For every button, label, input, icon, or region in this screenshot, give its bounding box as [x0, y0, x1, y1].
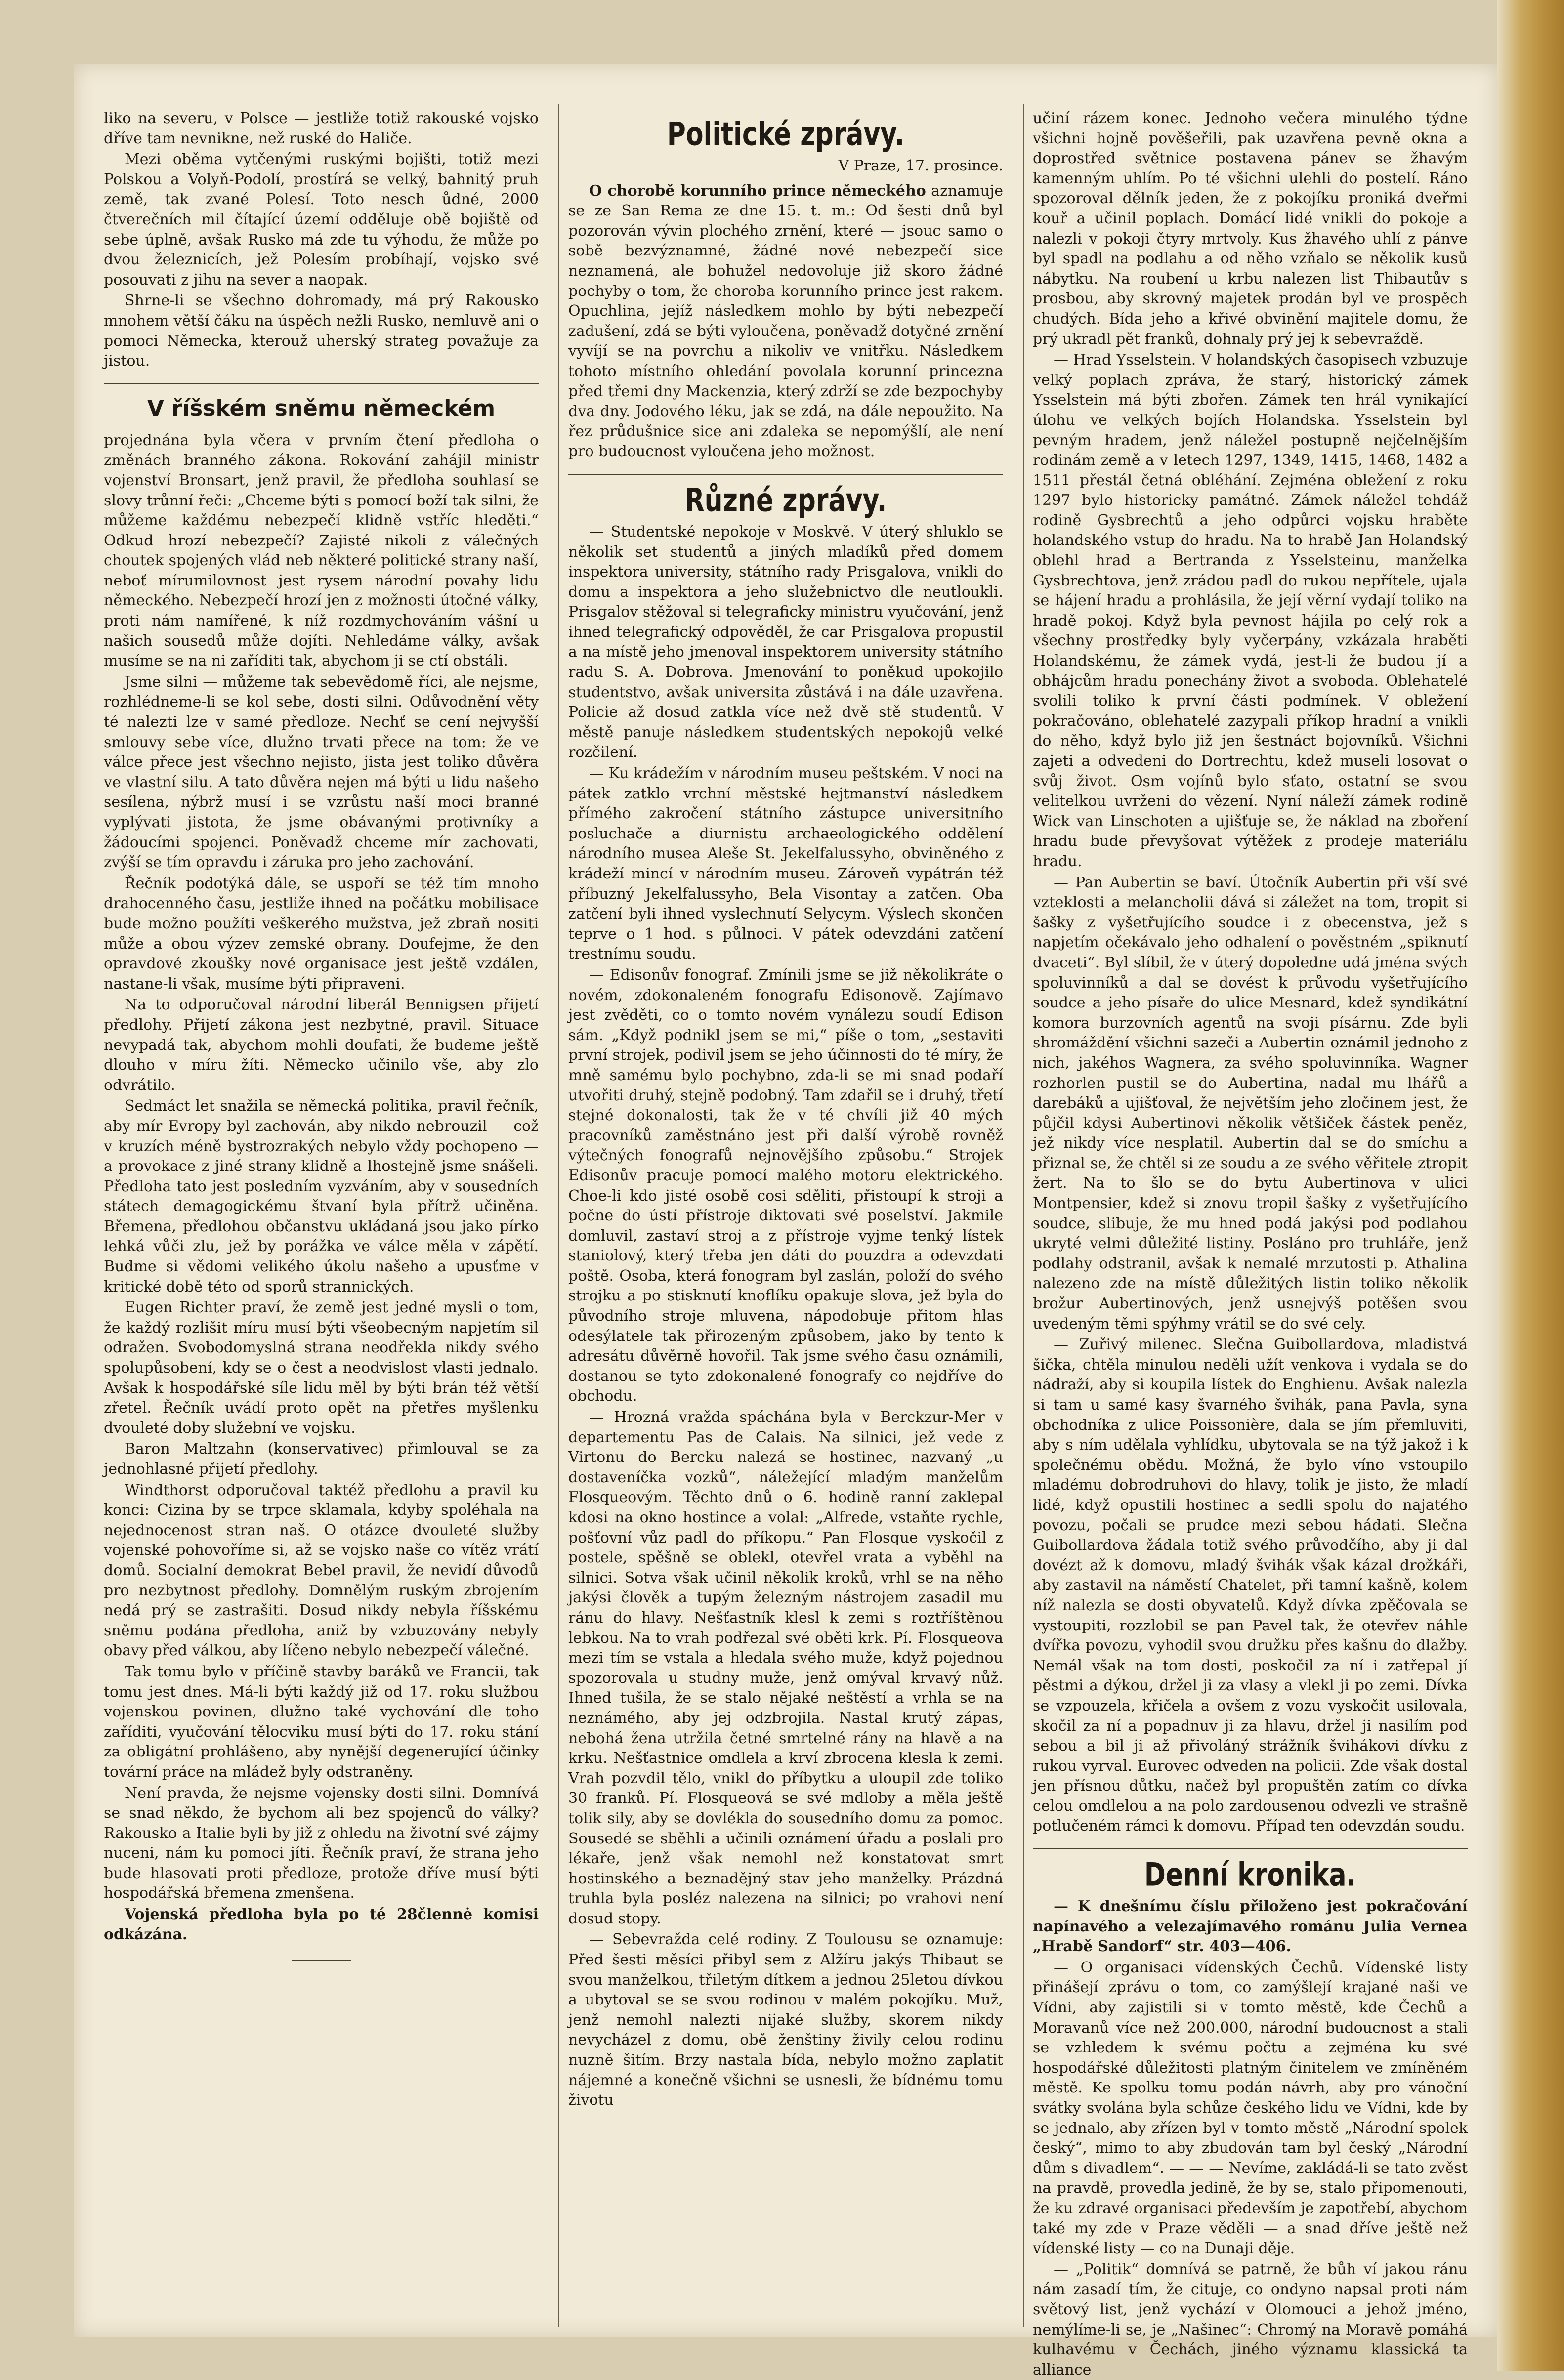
- article-text: Vojenská předloha byla po té 28člennė komisi odkázána.: [104, 1906, 539, 1943]
- article-text: učiní rázem konec. Jednoho večera minulého týdne všichni hojně pověšeřili, pak uzavřena pevně okna a doprostřed světnice postavena pánev se žhavým kamenným uhlím. Po té všichni ulehli do postelí. Ráno spozoroval dělník jeden, že z pokojíku proniká dveřmi kouř a učinil poplach. Domácí lidé vnikli do pokoje a nalezli v pokoji čtyry mrtvoly. Kus žhavého uhlí z pánve byl spadl na podlahu a od něho vzňalo se několik kusů nábytku. Na roubení u krbu nalezen list Thibautův s prosbou, aby skrovný majetek prodán byl ve prospěch chudých. Bída jeho a křivé obvinění majitele domu, že prý ukradl pět franků, dohnaly prý jej k sebevraždě.: [1033, 110, 1468, 348]
- article-text: Shrne-li se všechno dohromady, má prý Rakousko mnohem větší čáku na úspěch nežli Rusko, nemluvě ani o pomoci Německa, kterouž uherský strateg považuje za jistou.: [104, 292, 539, 370]
- lead-phrase: O chorobě korunního prince německého: [589, 182, 926, 200]
- dateline: V Praze, 17. prosince.: [838, 157, 1003, 174]
- article-text: Windthorst odporučoval taktéž předlohu a pravil ku konci: Cizina by se trpce sklamala, kdyby spoléhala na nejednocenost stran naš. O otázce dvouleté služby vojenské pohovoříme si, až se vojsko naše co vítěz vrátí domů. Socialní demokrat Bebel pravil, že nevidí důvodů pro nezbytnost předlohy. Domnělým ruským zbrojením nedá prý se zastrašiti. Dosud nikdy nebyla říšskému sněmu podána předloha, aniž by vzbuzovány nebyly obavy před válkou, aby líčeno nebylo nebezpečí válečné.: [104, 1481, 539, 1660]
- headline-reichstag: V říšském sněmu německém: [147, 395, 496, 421]
- headline-various-news: Různé zprávy.: [684, 482, 887, 519]
- column-right: [1033, 109, 1468, 2379]
- article-text: aznamuje se ze San Rema ze dne 15. t. m.: Od šesti dnů byl pozorován vývin plochého zrnění, které — jsouc samo o sobě bezvýznamné, žádné nové nebezpečí sice neznamená, ale bohužel nedovoluje již skoro žádné pochyby o tom, že choroba korunního prince jest rakem. Opuchlina, jejíž následkem mohlo by býti nebezpečí zadušení, zdá se býti vyloučena, poněvadž dotyčné zrnění vyvíjí se na povrchu a nikoliv ve vnitřku. Následkem tohoto místního ohledání povolala korunní princezna před třemi dny Mackenzia, který zdrží se zde bezpochyby dva dny. Jodového léku, jak se zdá, na dále nepoužito. Na řez průdušnice sice ani zdaleka se nepomýšlí, ale není pro budoucnost vyloučena jeho možnost.: [568, 182, 1003, 460]
- article-text: — O organisaci vídenských Čechů. Vídenské listy přinášejí zprávu o tom, co zamýšlejí krajané naši ve Vídni, aby zajistili si v tomto městě, kde Čechů a Moravanů více než 200.000, národní budoucnost a stali se vzhledem k svému počtu a zejména ku své hospodářské důležitosti platným činitelem ve zmíněném městě. Ke spolku tomu podán návrh, aby pro vánoční svátky svolána byla schůze českého lidu ve Vídni, kde by se jednalo, aby zřízen byl v tomto městě „Národní spolek český“, mimo to aby zbudován tam byl český „Národní dům s divadlem“. — — — Nevíme, zakládá-li se tato zvěst na pravdě, provedla jedině, že by se, stalo připomenouti, že ku zdravé organisaci především je zapotřebí, abychom také my zde v Praze věděli — a snad dříve ještě než vídenské listy — co na Dunaji děje.: [1033, 1959, 1468, 2257]
- article-text: Jsme silni — můžeme tak sebevědomě říci, ale nejsme, rozhlédneme-li se kol sebe, dosti silni. Odůvodnění věty té nalezti lze v samé předloze. Nechť se cení nejvyšší smlouvy sebe více, dlužno trvati přece na tom: že ve válce přece jest všechno nejisto, jista jest toliko důvěra ve vlastní silu. A tato důvěra nejen má býti u lidu našeho sesílena, nýbrž musí i se vzrůstu naší moci branné vyplývati jistota, že jsme obávanými protivníky a žádoucími spojenci. Poněvadž chceme mír zachovati, zvýší se tím opravdu i záruka pro jeho zachování.: [104, 673, 539, 872]
- article-text: Není pravda, že nejsme vojensky dosti silni. Domnívá se snad někdo, že bychom ali bez spojenců do války? Rakousko a Italie byli by již z ohledu na životní své zájmy nuceni, nám ku pomoci jíti. Řečník praví, že strana jeho bude hlasovati proti předloze, protože dříve musí býti hospodářská břemena zmenšena.: [104, 1784, 539, 1902]
- article-text: — K dnešnímu číslu přiloženo jest pokračování napínavého a velezajímavého románu Julia Vernea „Hrabě Sandorf“ str. 403—406.: [1033, 1898, 1468, 1956]
- article-text: — „Politik“ domnívá se patrně, že bůh ví jakou ránu nám zasadí tím, že cituje, co ondyno napsal proti nám světový list, jenž vychází v Olomouci a jehož jméno, nemýlíme-li se, je „Našinec“: Chromý na Moravě pomáhá kulhavému v Čechách, jiného významu klassická ta alliance: [1033, 2260, 1468, 2379]
- article-text: Mezi oběma vytčenými ruskými bojišti, totiž mezi Polskou a Volyň-Podolí, prostírá se velký, bahnitý pruh země, tak zvané Polesí. Toto nesch ůdné, 2000 čtverečních mil čítající území odděluje obě bojiště od sebe úplně, avšak Rusko má zde tu výhodu, že může po dvou železnicích, jež Polesím probíhají, vojsko své posouvati z jihu na sever a naopak.: [104, 151, 539, 289]
- article-text: Sedmáct let snažila se německá politika, pravil řečník, aby mír Evropy byl zachován, aby nikdo nebrouzil — což v kruzích méně bystrozrakých nebylo vždy pochopeno — a provokace z jiné strany klidně a lhostejně jsme snášeli. Předloha tato jest posledním vyzváním, aby v sousedních státech demagogickému štvaní byla přítrž učiněna. Břemena, předlohou občanstvu ukládaná jsou jako pírko lehká vůči zlu, jež by porážka ve válce měla v zápětí. Budme si vědomi velikého úkolu našeho a upusťme v kritické době této od sporů strannických.: [104, 1097, 539, 1295]
- page-edge: [1497, 0, 1564, 2371]
- section-divider: [104, 383, 539, 384]
- section-divider: [568, 474, 1003, 475]
- headline-daily-chronicle: Denní kronika.: [1144, 1856, 1356, 1894]
- article-text: — Hrad Ysselstein. V holandských časopisech vzbuzuje velký poplach zpráva, že starý, historický zámek Ysselstein má býti zbořen. Zámek ten hrál vynikající úlohu ve velkých bojích Holandska. Ysselstein byl pevným hradem, jenž náležel postupně nejčelnějším rodinám země a v letech 1297, 1349, 1415, 1468, 1482 a 1511 přestál četná obléhání. Zejména obležení z roku 1297 bylo historicky památné. Zámek náležel tehdáž rodině Gysbrechtů a jeho odpůrci vojsku hraběte holandského vstup do hradu. Na to hrabě Jan Holandský oblehl hrad a Bertranda z Ysselsteinu, manželka Gysbrechtova, jenž zrádou padl do rukou nepřítele, ujala se hájení hradu a prohlásila, že její věrní vydají toliko na hradě pokoj. Když byla pevnost hájila po celý rok a všechny prostředky byly vyčerpány, vzkázala hraběti Holandskému, že zámek vydá, jest-li že budou jí a obhájcům hradu ponechány život a svoboda. Oblehatelé svolili toliko k první části podmínek. V obležení pokračováno, oblehatelé zazypali příkop hradní a vnikli do něho, když bylo již jen šestnáct bojovníků. Všichni zajeti a odvedeni do Dortrechtu, kdež museli losovat o svůj život. Osm vojínů bylo sťato, ostatní se svou velitelkou uvrženi do vězení. Nyní náleží zámek rodině Wick van Linschoten a ujišťuje se, že náklad na zboření hradu bude převyšovat výtěžek z prodeje materiálu hradu.: [1033, 351, 1468, 870]
- column-middle: [568, 109, 1003, 2322]
- article-text: — Edisonův fonograf. Zmínili jsme se již několikráte o novém, zdokonaleném fonografu Edisonově. Zajímavo jest zvěděti, co o tomto novém vynálezu soudí Edison sám. „Když podnikl jsem se mi,“ píše o tom, „sestaviti první strojek, podivil jsem se jeho účinnosti do té míry, že mně samému bylo pochybno, zda-li se mi snad podaří utvořiti druhý, stejně podobný. Tam zdařil se i druhý, třetí stejné dokonalosti, tak že v té chvíli již 40 mých pracovníků zaměstnáno jest při další výrobě rovněž výtečných fonografů nejnovějšího způsobu.“ Strojek Edisonův pracuje pomocí malého motoru elektrického. Choe-li kdo jisté osobě cosi sděliti, přistoupí k stroji a počne do ústí přístroje diktovati své poselství. Jakmile domluvil, zastaví stroj a z přístroje vyjme tenký lístek staniolový, který třeba jen dáti do pouzdra a odevzdati poště. Osoba, která fonogram byl zaslán, položí do svého strojku a po stisknutí knoflíku opakuje slova, jež byla do původního stroje mluvena, nápodobuje přitom hlas odesýlatele tak přirozeným způsobem, jako by tento k adresátu důvěrně hovořil. Tak jsme svého času oznámili, dostanou se tyto zdokonalené fonografy co nejdříve do obchodu.: [568, 966, 1003, 1405]
- article-text: projednána byla včera v prvním čtení předloha o změnách branného zákona. Rokování zahájil ministr vojenství Bronsart, jenž pravil, že předloha souhlasí se slovy trůnní řeči: „Chceme býti s pomocí boží tak silni, že můžeme každému nebezpečí klidně vstříc hleděti.“ Odkud hrozí nebezpečí? Zajisté nikoli z válečných choutek spojených vlád neb některé politické strany naší, neboť mírumilovnost jest rysem národní povahy lidu německého. Nebezpečí hrozí jen z možnosti útočné války, proti nám namířené, k níž rozdmychováním vášní u našich sousedů může dojíti. Nehledáme války, avšak musíme se na ni zaříditi tak, abychom ji se ctí obstáli.: [104, 431, 539, 670]
- article-text: liko na severu, v Polsce — jestliže totiž rakouské vojsko dříve tam nevnikne, než ruské do Haliče.: [104, 110, 539, 147]
- article-text: — Sebevražda celé rodiny. Z Toulousu se oznamuje: Před šesti měsíci přibyl sem z Alžíru jakýs Thibaut se svou manželkou, třiletým dítkem a jednou 25letou dívkou a ubytoval se se svou rodinou v malém pokojíku. Muž, jenž nemohl nalezti nijaké služby, skorem nikdy nevycházel z domu, obě ženštiny živily celou rodinu nuzně šitím. Brzy nastala bída, nebylo možno zaplatit nájemné a konečně všichni se usnesli, že bídnému tomu životu: [568, 1931, 1003, 2109]
- article-text: Řečník podotýká dále, se uspoří se též tím mnoho drahocenného času, jestliže ihned na počátku mobilisace bude možno použíti veškerého mužstva, jež zbraň nositi může a obou výzev zemské obrany. Doufejme, že den opravdové zkoušky nové organisace jest ještě vzdálen, nastane-li však, musíme býti připraveni.: [104, 875, 539, 993]
- section-divider: [1033, 1848, 1468, 1849]
- article-text: — Ku krádežím v národním museu peštském. V noci na pátek zatklo vrchní městské hejtmanství následkem přímého zakročení státního zástupce universitního posluchače a diurnistu archaeologického oddělení národního musea Aleše St. Jekelfalussyho, obviněného z krádeží mincí v národním museu. Zároveň vypátrán též příbuzný Jekelfalussyho, Bela Visontay a zatčen. Oba zatčení byli ihned vyslechnutí Selycym. Výslech skončen teprve o 1 hod. s půlnoci. V pátek odevzdáni zatčení trestnímu soudu.: [568, 765, 1003, 963]
- newspaper-page: [74, 64, 1497, 2379]
- article-text: — Pan Aubertin se baví. Útočník Aubertin při vší své vzteklosti a melancholii dává si záležet na tom, tropit si šašky z vyšetřujícího soudce i z obecenstva, jež s napjetím očekávalo jeho odhalení o pověstném „spiknutí dvaceti“. Byl slíbil, že v úterý dopoledne udá jména svých spoluvinníků a dal se dovést k průvodu vyšetřujícího soudce a jeho písaře do ulice Mesnard, kdež syndikátní komora burzovních agentů na svoji písárnu. Zde byli shromáždění všichni sazeči a Aubertin oznámil jednoho z nich, jakéhos Wagnera, za svého spoluvinníka. Wagner rozhorlen pustil se do Aubertina, nadal mu lhářů a darebáků a ujišťoval, že největším jeho zločinem jest, že půjčil kdysi Aubertinovi několik většiček částek peněz, jež nikdy více nesplatil. Aubertin dal se do smíchu a přiznal se, že chtěl si ze soudu a ze svého věřitele ztropit žert. Na to šlo se do bytu Aubertinova v ulici Montpensier, kdež si znovu tropil šašky z vyšetřujícího soudce, slibuje, že mu hned podá jakýsi pod podlahou ukryté velmi důležité listiny. Posláno pro truhláře, jenž podlahy odstranil, avšak k nemalé mrzutosti p. Athalina nalezeno zde na místě důležitých listin toliko několik brožur Aubertinových, jenž usnejvýš potěšen svou uvedeným těmi spýhmy vrátil se do své cely.: [1033, 874, 1468, 1333]
- column-divider: [1023, 104, 1024, 2327]
- article-text: — Studentské nepokoje v Moskvě. V úterý shluklo se několik set studentů a jiných mladíků před domem inspektora university, státního rady Prisgalova, vnikli do domu a inspektora a jeho služebnictvo dle neutloukli. Prisgalov stěžoval si telegraficky ministru vyučování, jenž ihned telegrafický odpověděl, že car Prisgalova propustil a na místě jeho jmenoval inspektorem university státního radu S. A. Dobrova. Jmenování to poněkud upokojilo studentstvo, avšak universita zůstává i na dále uzavřena. Policie až dosud zatkla více než dvě stě studentů. V městě panuje následkem studentských nepokojů velké rozčilení.: [568, 523, 1003, 761]
- article-text: — Hrozná vražda spáchána byla v Berckzur-Mer v departementu Pas de Calais. Na silnici, jež vede z Virtonu do Bercku nalezá se hostinec, nazvaný „u dostaveníčka vozků“, náležející mladým manželům Flosqueovým. Těchto dnů o 6. hodině ranní zaklepal kdosi na okno hostince a volal: „Alfrede, vstaňte rychle, pošťovní vůz padl do příkopu.“ Pan Flosque vyskočil z postele, spěšně se oblekl, otevřel vrata a vyběhl na silnici. Sotva však učinil několik kroků, vrhl se na něho jakýsi člověk a tupým železným nástrojem zasadil mu ránu do hlavy. Nešťastník klesl k zemi s roztříštěnou lebkou. Na to vrah podřezal své oběti krk. Pí. Flosqueova mezi tím se vstala a hledala svého muže, když pojednou spozorovala u studny muže, jenž omýval krvavý nůž. Ihned tušila, že se stalo nějaké neštěstí a vrhla se na neznámého, aby jej odzbrojila. Nastal krutý zápas, nebohá žena utržila četné smrtelné rány na hlavě a na krku. Nešťastnice omdlela a krví zbrocena klesla k zemi. Vrah pozvdil tělo, vnikl do příbytku a uloupil zde toliko 30 franků. Pí. Flosqueová se své mdloby a měla ještě tolik sily, aby se dovlékla do sousedního domu za pomoc. Sousedé se sběhli a učinili oznámení úřadu a poslali pro lékaře, jenž však nemohl než konstatovat smrt hostinského a beznadějný stav jeho manželky. Prázdná truhla byla posléz nalezena na silnici; po vrahovi není dosud stopy.: [568, 1409, 1003, 1927]
- column-left: [104, 109, 539, 2322]
- end-rule: [292, 1960, 351, 1961]
- article-text: Na to odporučoval národní liberál Bennigsen přijetí předlohy. Přijetí zákona jest nezbytné, pravil. Situace nevypadá tak, abychom mohli doufati, že budeme ještě dlouho v míru žíti. Německo učinilo vše, aby zlo odvrátilo.: [104, 996, 539, 1094]
- column-divider: [558, 104, 559, 2327]
- article-text: — Zuřivý milenec. Slečna Guibollardova, mladistvá šička, chtěla minulou neděli užít venkova i vydala se do nádraží, aby si koupila lístek do Enghienu. Avšak nalezla si tam u samé kasy švarného švihák, pana Pavla, syna obchodníka z ulice Poissonière, dala se jím přemluviti, aby s ním udělala vyhlídku, ubytovala se na týž jakož i k společnému obědu. Možná, že bylo víno vstoupilo mladému dobrodruhovi do hlavy, tolik je jisto, že mladí lidé, když opustili hostinec a sedli spolu do najatého povozu, počali se prudce mezi sebou hádati. Slečna Guibollardova žádala totiž svého průvodčího, aby ji dal dovézt až k domovu, mladý švihák však kázal drožkáři, aby zastavil na náměstí Chatelet, při tamní kašně, kolem níž nalezla se dosti obyvatelů. Když dívka zpěčovala se vystoupiti, rozzlobil se pan Pavel tak, že otevřev náhle dvířka povozu, vyhodil svou družku přes kašnu do dlažby. Nemál však na tom dosti, poskočil za ní i zatřepal jí pěstmi a dýkou, držel ji za vlasy a vlekl ji po zemi. Dívka se vzpouzela, křičela a ovšem z vozu vyskočit usilovala, skočil za ní a popadnuv ji za hlavu, držel ji nasilím pod sebou a bil ji až přivoláný strážník švihákovi dívku z rukou vyrval. Eurovec odveden na policii. Zde však dostal jen přísnou důtku, načež byl propuštěn zatím co dívka celou omdlelou a na polo zardousenou odvezli ve strašně potlučeném rámci k domovu. Případ ten odevzdán soudu.: [1033, 1336, 1468, 1835]
- headline-political-news: Politické zprávy.: [667, 116, 905, 153]
- article-text: Eugen Richter praví, že země jest jedné mysli o tom, že každý rozlišit míru musí býti všeobecným napjetím sil odražen. Svobodomyslná strana neodřekla nikdy svého spolupůsobení, kdy se o čest a neodvislost vlasti jednalo. Avšak k hospodářské síle lidu měl by býti brán též větší zřetel. Řečník uvádí proto opět na přetřes myšlenku dvouleté doby služební ve vojsku.: [104, 1299, 539, 1437]
- article-text: Baron Maltzahn (konservativec) přimlouval se za jednohlasné přijetí předlohy.: [104, 1440, 539, 1478]
- article-text: Tak tomu bylo v příčině stavby baráků ve Francii, tak tomu jest dnes. Má-li býti každý již od 17. roku službou vojenskou povinen, dlužno také vychování dle toho zaříditi, vyučování tělocviku musí býti do 17. roku stání za obligátní prohlášeno, aby nynější degenerující účinky tovární práce na mládež byly odstraněny.: [104, 1663, 539, 1781]
